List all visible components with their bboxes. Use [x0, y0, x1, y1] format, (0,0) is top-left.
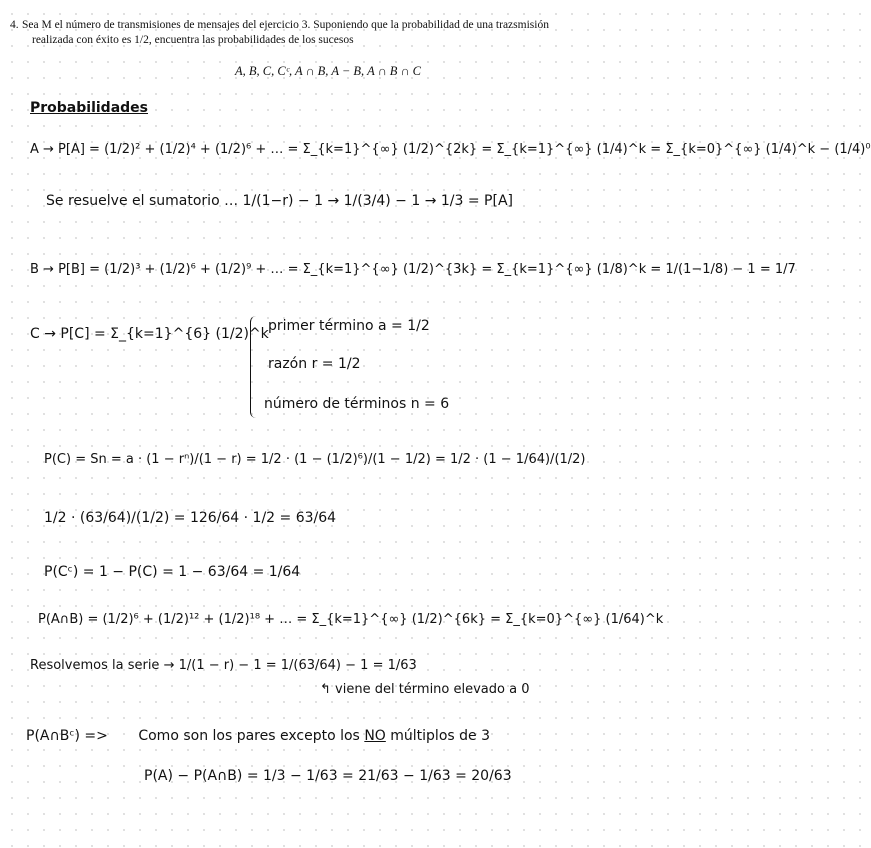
brace	[250, 316, 261, 418]
pabc-text-1: Como son los pares excepto los	[138, 728, 360, 744]
ratio-note: razón r = 1/2	[268, 356, 361, 372]
events-list: A, B, C, Cᶜ, A ∩ B, A − B, A ∩ B ∩ C	[234, 64, 422, 78]
term-note: ↰ viene del término elevado a 0	[320, 682, 530, 697]
pab-line: P(A∩B) = (1/2)⁶ + (1/2)¹² + (1/2)¹⁸ + … = Σ_{k=1}^{∞} (1/2)^{6k} = Σ_{k=0}^{∞} (1/64)^k	[38, 612, 664, 627]
pabc-text-2: múltiplos de 3	[390, 728, 490, 744]
probability-b-line: B → P[B] = (1/2)³ + (1/2)⁶ + (1/2)⁹ + … = Σ_{k=1}^{∞} (1/2)^{3k} = Σ_{k=1}^{∞} (1/8)^k = 1/(1−1/8) − 1 = 1/7	[30, 262, 796, 277]
pc-complement-line: P(Cᶜ) = 1 − P(C) = 1 − 63/64 = 1/64	[44, 564, 301, 580]
first-term-note: primer término a = 1/2	[268, 318, 430, 334]
pabc-line	[26, 728, 490, 744]
probability-a-line: A → P[A] = (1/2)² + (1/2)⁴ + (1/2)⁶ + … = Σ_{k=1}^{∞} (1/2)^{2k} = Σ_{k=1}^{∞} (1/4)^k = Σ_{k=0}^{∞} (1/4)^k − (1/4)⁰	[30, 142, 871, 157]
terms-count-note: número de términos n = 6	[264, 396, 450, 412]
problem-line-2: realizada con éxito es 1/2, encuentra las probabilidades de los sucesos	[32, 34, 354, 46]
problem-line-1: Sea M el número de transmisiones de mensajes del ejercicio 3. Suponiendo que la probabilidad de una trazsmisión	[22, 19, 549, 31]
probability-c-line: C → P[C] = Σ_{k=1}^{6} (1/2)^k	[30, 326, 269, 342]
problem-statement	[10, 18, 640, 48]
pc-derivation-line: P(C) = Sn = a · (1 − rⁿ)/(1 − r) = 1/2 · (1 − (1/2)⁶)/(1 − 1/2) = 1/2 · (1 − 1/64)/(1/2)	[44, 452, 586, 467]
problem-number: 4.	[10, 19, 19, 31]
pabc-no: NO	[364, 728, 386, 744]
section-heading: Probabilidades	[30, 100, 148, 116]
final-result-line: P(A) − P(A∩B) = 1/3 − 1/63 = 21/63 − 1/63 = 20/63	[144, 768, 512, 784]
pc-result-line: 1/2 · (63/64)/(1/2) = 126/64 · 1/2 = 63/64	[44, 510, 337, 526]
sum-resolution-line: Se resuelve el sumatorio … 1/(1−r) − 1 → 1/(3/4) − 1 → 1/3 = P[A]	[46, 193, 513, 209]
resolve-series-line: Resolvemos la serie → 1/(1 − r) − 1 = 1/(63/64) − 1 = 1/63	[30, 658, 417, 673]
pabc-label: P(A∩Bᶜ) =>	[26, 728, 108, 744]
